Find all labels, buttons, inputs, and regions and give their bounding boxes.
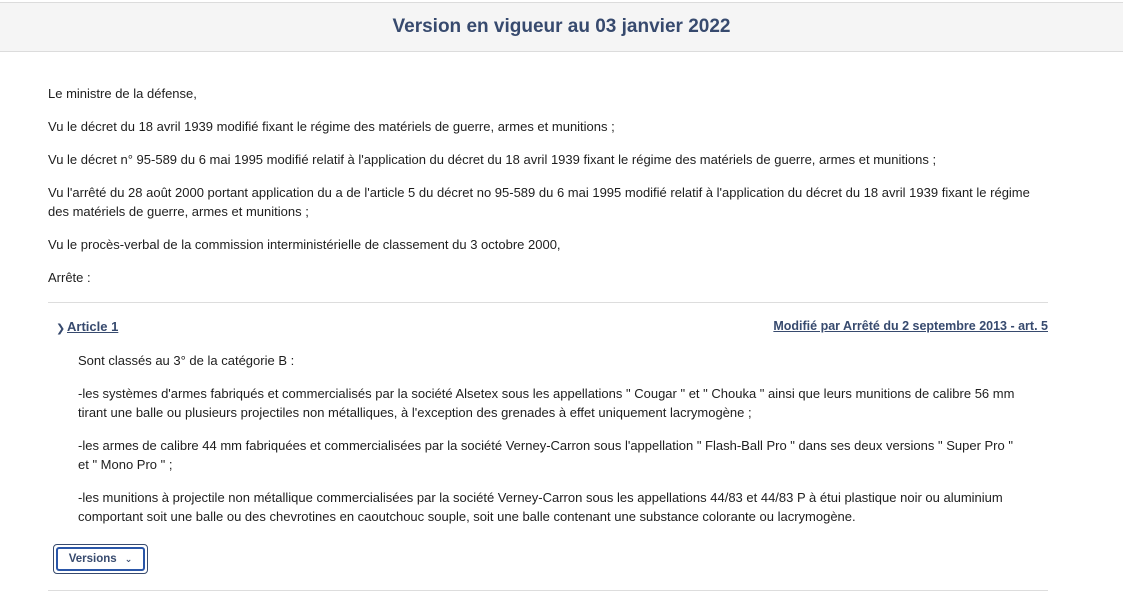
article-body (48, 351, 1018, 526)
divider (48, 302, 1048, 303)
article-paragraph: Sont classés au 3° de la catégorie B : (78, 353, 295, 368)
version-bar (0, 2, 1123, 52)
article-title-link[interactable]: Article 1 (67, 319, 119, 334)
versions-button-focus-ring (53, 544, 148, 574)
version-title: Version en vigueur au 03 janvier 2022 (392, 16, 731, 37)
document-content (48, 84, 1048, 591)
article-header (48, 319, 1048, 341)
preamble-minister: Le ministre de la défense, (48, 86, 197, 101)
article-paragraph: -les systèmes d'armes fabriqués et commercialisés par la société Alsetex sous les appellations " Cougar " et " Chouka " ainsi que leurs munitions de calibre 56 mm tirant une balle ou plusieurs projectiles non métalliques, à l'exception des grenades à effet uniquement lacrymogène ; (78, 386, 1015, 420)
preamble-decret-1995: Vu le décret n° 95-589 du 6 mai 1995 modifié relatif à l'application du décret du 18 avril 1939 fixant le régime des matériels de guerre, armes et munitions ; (48, 152, 937, 167)
preamble-arrete: Arrête : (48, 270, 91, 285)
versions-button[interactable] (56, 547, 145, 571)
preamble-arrete-2000: Vu l'arrêté du 28 août 2000 portant application du a de l'article 5 du décret no 95-589 du 6 mai 1995 modifié relatif à l'application du décret du 18 avril 1939 fixant le régime des matériels de guerre, armes et munitions ; (48, 185, 1030, 219)
bottom-divider (48, 590, 1048, 591)
versions-button-label: Versions (68, 553, 117, 565)
chevron-down-icon: ⌄ (124, 553, 133, 564)
modified-by-link[interactable]: Modifié par Arrêté du 2 septembre 2013 - art. 5 (773, 319, 1048, 333)
article-paragraph: -les munitions à projectile non métallique commercialisées par la société Verney-Carron sous les appellations 44/83 et 44/83 P à étui plastique noir ou aluminium comportant soit une balle ou des chevrotines en caoutchouc souple, soit une balle contenant une substance colorante ou lacrymogène. (78, 490, 1003, 524)
article-paragraph: -les armes de calibre 44 mm fabriquées et commercialisées par la société Verney-Carron sous l'appellation " Flash-Ball Pro " dans ses deux versions " Super Pro " et " Mono Pro " ; (78, 438, 1013, 472)
chevron-right-icon[interactable]: ❯ (56, 323, 66, 335)
preamble-proces-verbal: Vu le procès-verbal de la commission interministérielle de classement du 3 octobre 2000, (48, 237, 561, 252)
preamble-decret-1939: Vu le décret du 18 avril 1939 modifié fixant le régime des matériels de guerre, armes et munitions ; (48, 119, 615, 134)
